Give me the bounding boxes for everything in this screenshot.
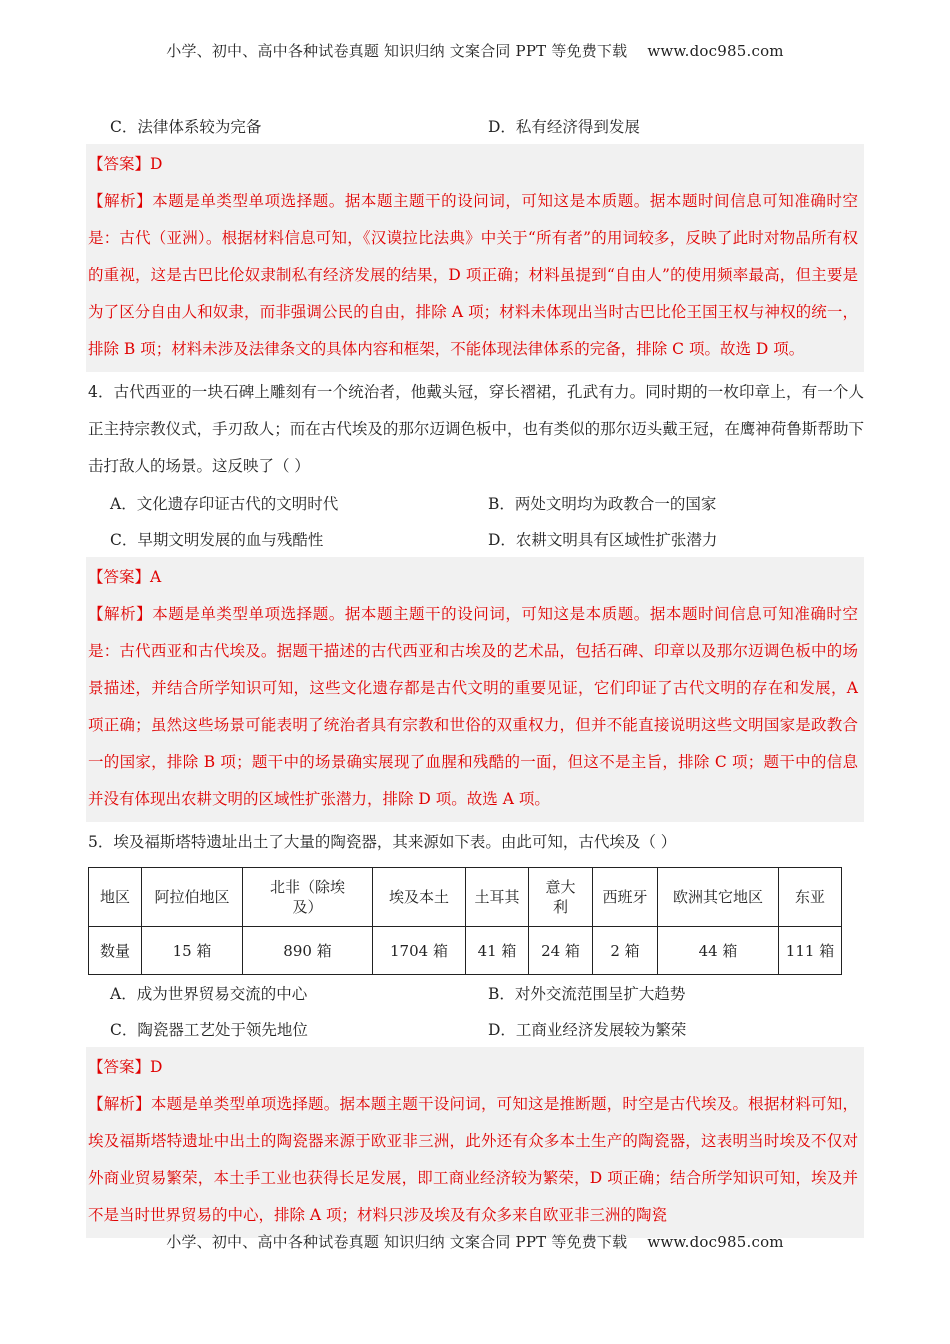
table-header-cell: 西班牙 [593, 868, 658, 927]
document-content [88, 108, 864, 1238]
q4-options-cd [88, 521, 864, 557]
q5-options-ab [88, 975, 864, 1011]
q5-stem: 5．埃及福斯塔特遗址出土了大量的陶瓷器，其来源如下表。由此可知，古代埃及（ ） [88, 833, 677, 851]
q5-options-cd [88, 1011, 864, 1047]
q4-option-d: D．农耕文明具有区域性扩张潜力 [488, 531, 718, 549]
q4-analysis-text: 本题是单类型单项选择题。据本题主题干的设问词，可知这是本质题。据本题时间信息可知准确时空是：古代西亚和古代埃及。据题干描述的古代西亚和古埃及的艺术品，包括石碑、印章以及那尔迈调色板中的场景描述，并结合所学知识可知，这些文化遗存都是古代文明的重要见证，它们印证了古代文明的存在和发展，A 项正确；虽然这些场景可能表明了统治者具有宗教和世俗的双重权力，但并不能直接说明这些文明国家是政教合一的国家，排除 B 项；题干中的场景确实展现了血腥和残酷的一面，但这不是主旨，排除 C 项；题干中的信息并没有体现出农耕文明的区域性扩张潜力，排除 D 项。故选 A 项。 [88, 605, 858, 808]
q4-options-ab [88, 485, 864, 521]
q5-option-d: D．工商业经济发展较为繁荣 [488, 1021, 687, 1039]
header-url[interactable]: www.doc985.com [647, 42, 784, 60]
table-row [89, 927, 842, 975]
q3-analysis-text: 本题是单类型单项选择题。据本题主题干的设问词，可知这是本质题。据本题时间信息可知准确时空是：古代（亚洲）。根据材料信息可知，《汉谟拉比法典》中关于“所有者”的用词较多，反映了此时对物品所有权的重视，这是古巴比伦奴隶制私有经济发展的结果，D 项正确；材料虽提到“自由人”的使用频率最高，但主要是为了区分自由人和奴隶，而非强调公民的自由，排除 A 项；材料未体现出当时古巴比伦王国王权与神权的统一，排除 B 项；材料未涉及法律条文的具体内容和框架，不能体现法律体系的完备，排除 C 项。故选 D 项。 [88, 192, 858, 358]
table-cell: 2 箱 [593, 927, 658, 975]
footer-url[interactable]: www.doc985.com [647, 1233, 784, 1251]
q4-stem: 4．古代西亚的一块石碑上雕刻有一个统治者，他戴头冠，穿长褶裙，孔武有力。同时期的一枚印章上，有一个人正主持宗教仪式，手刃敌人；而在古代埃及的那尔迈调色板中，也有类似的那尔迈头戴王冠，在鹰神荷鲁斯帮助下击打敌人的场景。这反映了（ ） [88, 383, 864, 475]
table-header-cell: 意大利 [529, 868, 593, 927]
table-cell: 1704 箱 [373, 927, 466, 975]
q5-answer-block [86, 1047, 864, 1238]
q5-analysis-tag: 【解析】 [88, 1095, 151, 1113]
footer-text: 小学、初中、高中各种试卷真题 知识归纳 文案合同 PPT 等免费下载 [166, 1233, 628, 1251]
q5-analysis [88, 1086, 858, 1234]
q3-answer: 【答案】D [88, 155, 163, 173]
table-header-cell: 埃及本土 [373, 868, 466, 927]
table-header-cell: 北非（除埃及） [243, 868, 373, 927]
q3-answer-block [86, 144, 864, 372]
q5-option-a: A．成为世界贸易交流的中心 [110, 985, 308, 1003]
table-header-cell: 欧洲其它地区 [658, 868, 779, 927]
table-cell: 111 箱 [779, 927, 842, 975]
table-cell: 数量 [89, 927, 142, 975]
q3-option-c: C．法律体系较为完备 [110, 118, 262, 136]
q5-source-table [88, 867, 842, 975]
page-footer [0, 1231, 950, 1252]
table-header-cell: 地区 [89, 868, 142, 927]
q4-option-a: A．文化遗存印证古代的文明时代 [110, 495, 339, 513]
q3-analysis-tag: 【解析】 [88, 192, 153, 210]
table-cell: 15 箱 [142, 927, 243, 975]
header-text: 小学、初中、高中各种试卷真题 知识归纳 文案合同 PPT 等免费下载 [166, 42, 628, 60]
q5-option-c: C．陶瓷器工艺处于领先地位 [110, 1021, 308, 1039]
table-cell: 41 箱 [466, 927, 529, 975]
table-cell: 890 箱 [243, 927, 373, 975]
q4-analysis-tag: 【解析】 [88, 605, 153, 623]
table-header-cell: 土耳其 [466, 868, 529, 927]
table-header-row [89, 868, 842, 927]
q4-analysis [88, 596, 858, 818]
q3-analysis [88, 183, 858, 368]
q3-option-d: D．私有经济得到发展 [488, 118, 640, 136]
q5-answer: 【答案】D [88, 1058, 163, 1076]
q3-options-cd [88, 108, 864, 144]
q5-analysis-text: 本题是单类型单项选择题。据本题主题干设问词，可知这是推断题，时空是古代埃及。根据材料可知，埃及福斯塔特遗址中出土的陶瓷器来源于欧亚非三洲，此外还有众多本土生产的陶瓷器，这表明当时埃及不仅对外商业贸易繁荣，本土手工业也获得长足发展，即工商业经济较为繁荣，D 项正确；结合所学知识可知，埃及并不是当时世界贸易的中心，排除 A 项；材料只涉及埃及有众多来自欧亚非三洲的陶瓷 [88, 1095, 858, 1224]
table-cell: 44 箱 [658, 927, 779, 975]
table-header-cell: 阿拉伯地区 [142, 868, 243, 927]
q4-answer: 【答案】A [88, 568, 162, 586]
q5-option-b: B．对外交流范围呈扩大趋势 [488, 985, 686, 1003]
table-header-cell: 东亚 [779, 868, 842, 927]
table-cell: 24 箱 [529, 927, 593, 975]
page-header [0, 40, 950, 61]
q4-option-c: C．早期文明发展的血与残酷性 [110, 531, 324, 549]
q4-option-b: B．两处文明均为政教合一的国家 [488, 495, 717, 513]
q4-answer-block [86, 557, 864, 822]
